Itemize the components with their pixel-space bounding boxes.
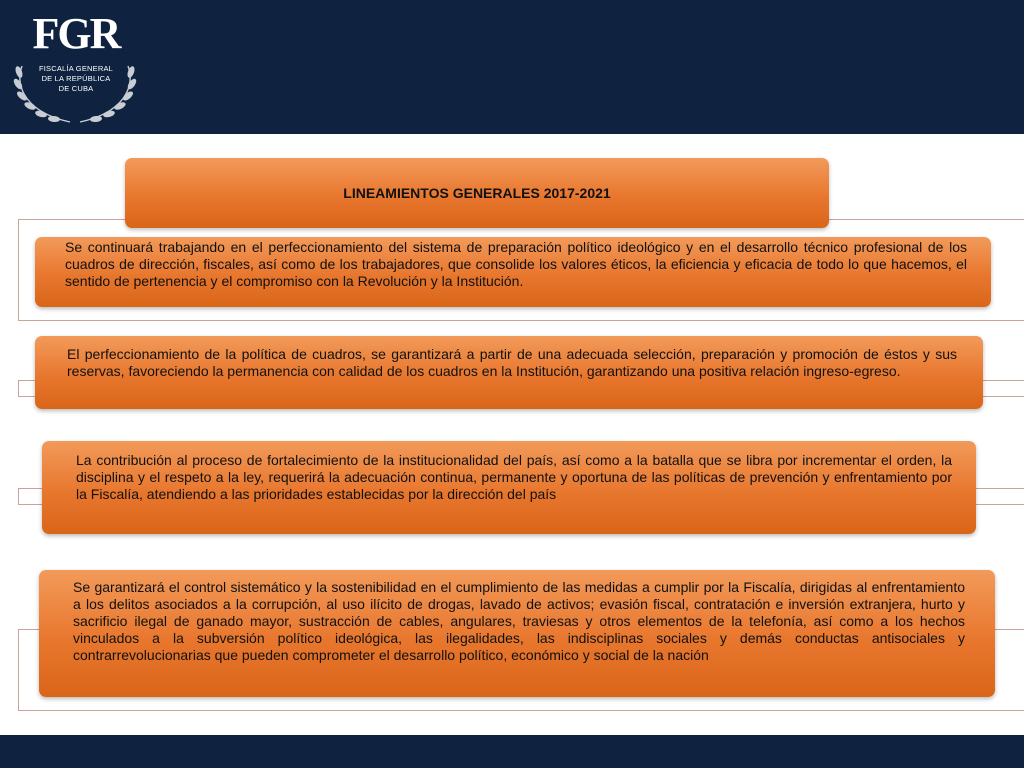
- header-band: [0, 0, 1024, 134]
- guideline-card-4: [39, 570, 995, 697]
- logo-mark: FGR: [32, 9, 120, 58]
- fgr-logo: [10, 10, 140, 125]
- guideline-text: Se continuará trabajando en el perfeccionamiento del sistema de preparación político ideológico y en el desarrollo técnico profesional de los cuadros de dirección, fiscales, así como de los trabajadores, que consolide los valores éticos, la eficiencia y eficacia de todo lo que hacemos, el sentido de pertenencia y el compromiso con la Revolución y la Institución.: [65, 239, 967, 289]
- logo-subtitle: FISCALÍA GENERAL DE LA REPÚBLICA DE CUBA: [38, 64, 114, 93]
- guideline-text: Se garantizará el control sistemático y la sostenibilidad en el cumplimiento de las medidas a cumplir por la Fiscalía, dirigidas al enfrentamiento a los delitos asociados a la corrupción, al uso ilícito de drogas, lavado de activos; evasión fiscal, contratación e inversión extranjera, hurto y sacrificio ilegal de ganado mayor, sustracción de cables, angulares, traviesas y otros elementos de la telefonía, así como a los hechos vinculados a la subversión político ideológica, las ilegalidades, las indisciplinas sociales y demás conductas antisociales y contrarrevolucionarias que pueden comprometer el desarrollo político, económico y social de la nación: [73, 579, 965, 663]
- guideline-text: La contribución al proceso de fortalecimiento de la institucionalidad del país, así como a la batalla que se libra por incrementar el orden, la disciplina y el respeto a la ley, requerirá la adecuación continua, permanente y oportuna de las políticas de prevención y enfrentamiento por la Fiscalía, atendiendo a las prioridades establecidas por la dirección del país: [76, 452, 952, 502]
- guideline-card-3: [42, 441, 976, 534]
- footer-band: [0, 735, 1024, 768]
- guideline-text: El perfeccionamiento de la política de cuadros, se garantizará a partir de una adecuada selección, preparación y promoción de éstos y sus reservas, favoreciendo la permanencia con calidad de los cuadros en la Institución, garantizando una positiva relación ingreso-egreso.: [67, 346, 957, 379]
- guideline-card-2: [35, 336, 983, 409]
- page-title: LINEAMIENTOS GENERALES 2017-2021: [343, 185, 611, 201]
- title-box: [125, 158, 829, 228]
- guideline-card-1: [35, 237, 991, 307]
